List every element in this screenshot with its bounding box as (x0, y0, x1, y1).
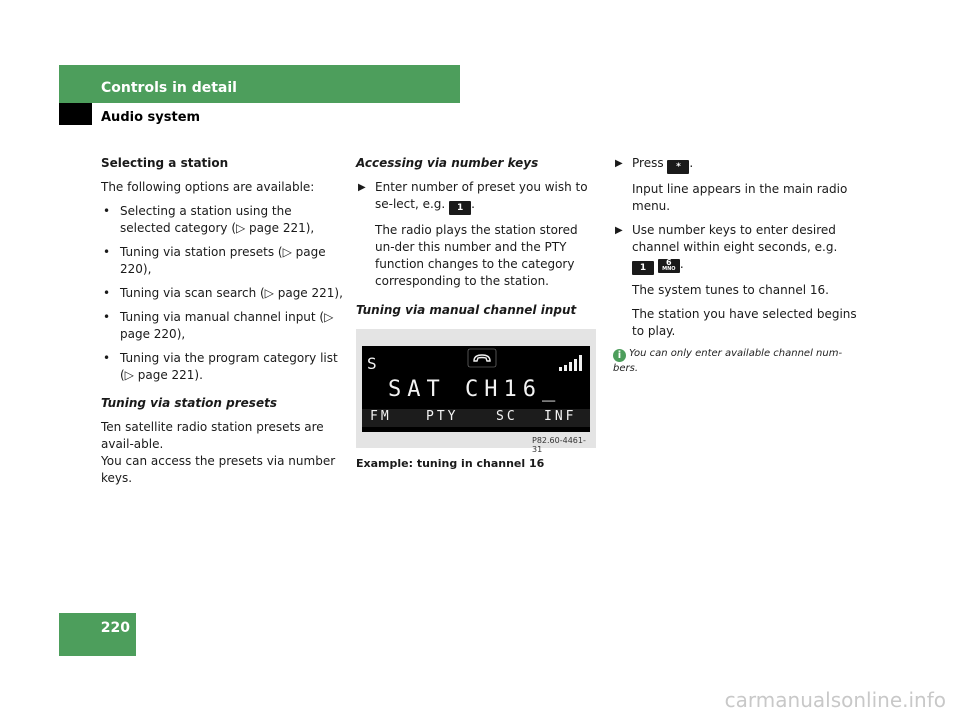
display-channel-text: SAT CH16_ (388, 377, 562, 402)
chapter-title: Controls in detail (101, 80, 237, 96)
step-result: The station you have selected begins to play. (632, 307, 857, 338)
heading-manual-input: Tuning via manual channel input (356, 303, 577, 317)
step-press-star: ▶ Press * . (615, 156, 694, 172)
display-softkeys (362, 409, 590, 427)
arrow-bullet-icon: ▶ (358, 182, 366, 193)
section-title: Audio system (101, 110, 201, 125)
list-item: • Tuning via manual channel input (▷ page 220), (103, 310, 334, 341)
figure-code: P82.60-4461-31 (532, 436, 586, 454)
bullet-icon: • (103, 204, 111, 218)
heading-selecting-station: Selecting a station (101, 156, 229, 170)
radio-display (362, 346, 590, 432)
bullet-icon: • (103, 286, 111, 300)
info-note: i You can only enter available channel num-bers. (613, 348, 843, 374)
list-item: • Selecting a station using the selected category (▷ page 221), (103, 204, 315, 235)
radio-display-figure (356, 329, 596, 454)
key-star-icon: * (667, 160, 689, 174)
step-result: The system tunes to channel 16. (632, 283, 829, 297)
signal-strength-icon (558, 353, 586, 373)
display-s-indicator: S (367, 354, 377, 373)
softkey-pty: PTY (426, 409, 459, 424)
arrow-bullet-icon: ▶ (615, 158, 623, 169)
presets-paragraph-2: You can access the presets via number keys. (101, 454, 336, 485)
key-1-icon: 1 (449, 201, 471, 215)
figure-caption: Example: tuning in channel 16 (356, 457, 545, 470)
key-6-mno-icon: 6 MNO (658, 259, 680, 273)
bullet-icon: • (103, 310, 111, 324)
list-item: • Tuning via station presets (▷ page 220), (103, 245, 326, 276)
page-number: 220 (100, 620, 130, 636)
step-enter-preset: ▶ Enter number of preset you wish to se-lect, e.g. 1 . (358, 180, 588, 213)
softkey-sc: SC (496, 409, 518, 424)
info-icon: i (613, 349, 626, 362)
list-item: • Tuning via the program category list (▷ page 221). (103, 351, 338, 382)
column-2 (356, 155, 600, 326)
key-1-icon: 1 (632, 261, 654, 275)
step-result: Input line appears in the main radio menu. (632, 182, 848, 213)
heading-number-keys: Accessing via number keys (356, 156, 539, 170)
column-1 (101, 155, 346, 494)
column-3 (613, 155, 858, 347)
bullet-icon: • (103, 351, 111, 365)
intro-text: The following options are available: (101, 180, 315, 194)
watermark: carmanualsonline.info (724, 688, 946, 712)
presets-paragraph: Ten satellite radio station presets are avail-able. (101, 420, 324, 451)
arrow-bullet-icon: ▶ (615, 225, 623, 236)
list-item: • Tuning via scan search (▷ page 221), (103, 286, 343, 300)
softkey-inf: INF (544, 409, 577, 424)
step-enter-channel: ▶ Use number keys to enter desired channel within eight seconds, e.g. 1 6 MNO . (615, 223, 838, 273)
bullet-icon: • (103, 245, 111, 259)
heading-station-presets: Tuning via station presets (101, 396, 277, 410)
phone-icon (467, 348, 497, 368)
section-marker (59, 103, 92, 125)
options-list (101, 203, 346, 384)
page-number-box (59, 613, 136, 656)
step-result: The radio plays the station stored un-der this number and the PTY function changes to the category corresponding to the station. (375, 223, 578, 288)
softkey-fm: FM (370, 409, 392, 424)
